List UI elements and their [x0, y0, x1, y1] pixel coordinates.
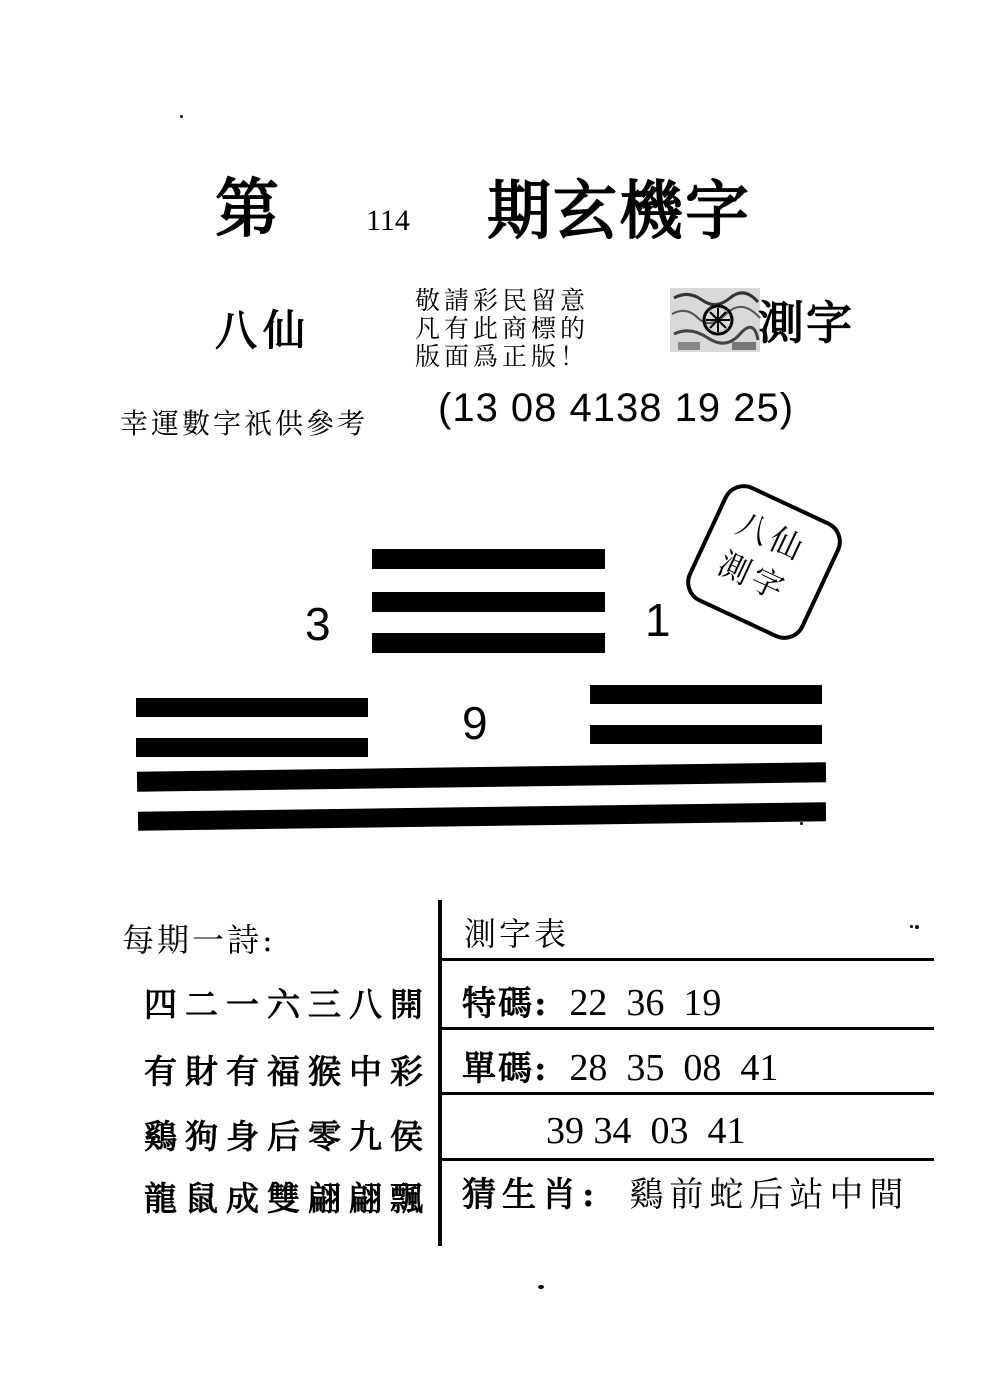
di-character: 第 [215, 172, 279, 247]
extra-numbers: 39 34 03 41 [546, 1110, 746, 1152]
stamp-line-2: 測字 [712, 544, 794, 610]
lower-left-line-1 [136, 698, 368, 717]
lower-right-line-1 [590, 685, 822, 704]
table-rule-3 [440, 1092, 934, 1095]
scan-speck [910, 925, 913, 928]
lucky-numbers-label: 幸運數字祇供參考 [120, 407, 369, 440]
scan-speck [915, 925, 919, 929]
lower-left-line-2 [136, 738, 368, 757]
table-rule-4 [440, 1158, 934, 1161]
brand-suffix: 測字 [758, 296, 854, 350]
notice-line-1: 敬請彩民留意 [415, 286, 590, 315]
poem-line-1: 四二一六三八開 [144, 985, 431, 1024]
special-row [462, 984, 721, 1022]
special-numbers: 22 36 19 [569, 982, 722, 1024]
right-digit: 1 [645, 594, 671, 646]
lower-right-line-2 [590, 725, 822, 744]
table-rule-2 [440, 1027, 934, 1030]
lower-full-line-2 [138, 802, 826, 831]
center-digit: 9 [462, 697, 488, 749]
upper-trigram-line-3 [372, 633, 605, 653]
table-divider [438, 900, 442, 1246]
lucky-numbers: (13 08 4138 19 25) [438, 386, 795, 430]
scan-speck [800, 822, 803, 825]
poem-line-2: 有財有福猴中彩 [144, 1052, 431, 1091]
table-title: 測字表 [464, 915, 570, 953]
special-label: 特碼: [462, 984, 549, 1024]
issue-number: 114 [366, 204, 410, 237]
single-row [462, 1049, 778, 1087]
authenticity-notice [415, 287, 589, 371]
notice-line-3: 版面爲正版！ [415, 342, 590, 371]
zodiac-label: 猜生肖: [462, 1175, 601, 1215]
poem-line-3: 鷄狗身后零九侯 [144, 1117, 431, 1156]
zodiac-value: 鷄前蛇后站中間 [629, 1175, 910, 1215]
single-numbers: 28 35 08 41 [569, 1047, 779, 1089]
trademark-logo [668, 284, 768, 358]
poem-heading: 每期一詩: [122, 921, 276, 959]
upper-trigram-line-2 [372, 592, 605, 612]
lower-full-line-1 [137, 762, 826, 792]
table-rule-1 [440, 958, 934, 961]
brand-stamp [679, 477, 849, 647]
upper-trigram-line-1 [372, 549, 605, 569]
single-label: 單碼: [462, 1049, 549, 1089]
scan-speck [180, 115, 183, 118]
brand-name: 八仙 [215, 306, 312, 355]
page-title: 期玄機字 [487, 174, 751, 249]
poem-line-4: 龍鼠成雙翩翩飄 [144, 1179, 431, 1218]
scan-speck [538, 1285, 544, 1289]
stamp-line-1: 八仙 [730, 504, 813, 570]
zodiac-row [462, 1175, 910, 1215]
notice-line-2: 凡有此商標的 [415, 314, 590, 343]
left-digit: 3 [305, 598, 331, 650]
